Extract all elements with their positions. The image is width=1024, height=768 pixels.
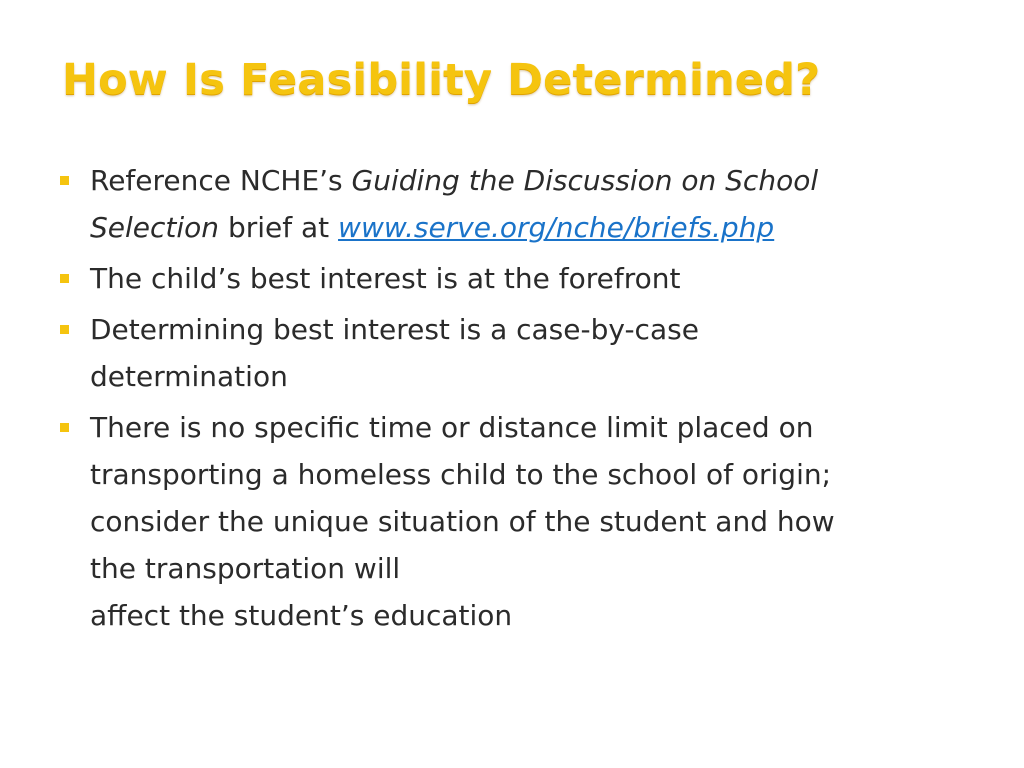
briefs-url-link[interactable]: www.serve.org/nche/briefs.php [338, 211, 775, 244]
bullet-line: Determining best interest is a case-by-case [90, 313, 699, 346]
bullet-line [90, 157, 990, 204]
bullet-line: determination [90, 360, 288, 393]
bullet-line: transporting a homeless child to the school of origin; [90, 458, 832, 491]
bullet-item-best-interest [90, 255, 990, 302]
bullet-line: The child’s best interest is at the forefront [90, 262, 681, 295]
square-bullet-icon [60, 176, 69, 185]
bullet-line: the transportation will [90, 552, 401, 585]
bullet-list [90, 157, 990, 643]
bullet-line [90, 204, 990, 251]
bullet-line: There is no specific time or distance limit placed on [90, 411, 814, 444]
slide-title: How Is Feasibility Determined? [62, 55, 821, 105]
reference-prefix-text: Reference NCHE’s [90, 164, 352, 197]
square-bullet-icon [60, 274, 69, 283]
bullet-item-no-limit [90, 404, 990, 639]
bullet-line: consider the unique situation of the student and how [90, 505, 835, 538]
square-bullet-icon [60, 423, 69, 432]
bullet-item-reference [90, 157, 990, 251]
reference-middle-text: brief at [219, 211, 339, 244]
brief-title-italic-continued: Selection [90, 211, 220, 244]
brief-title-italic: Guiding the Discussion on School [351, 164, 819, 197]
bullet-item-case-by-case [90, 306, 990, 400]
square-bullet-icon [60, 325, 69, 334]
bullet-line: affect the student’s education [90, 599, 513, 632]
